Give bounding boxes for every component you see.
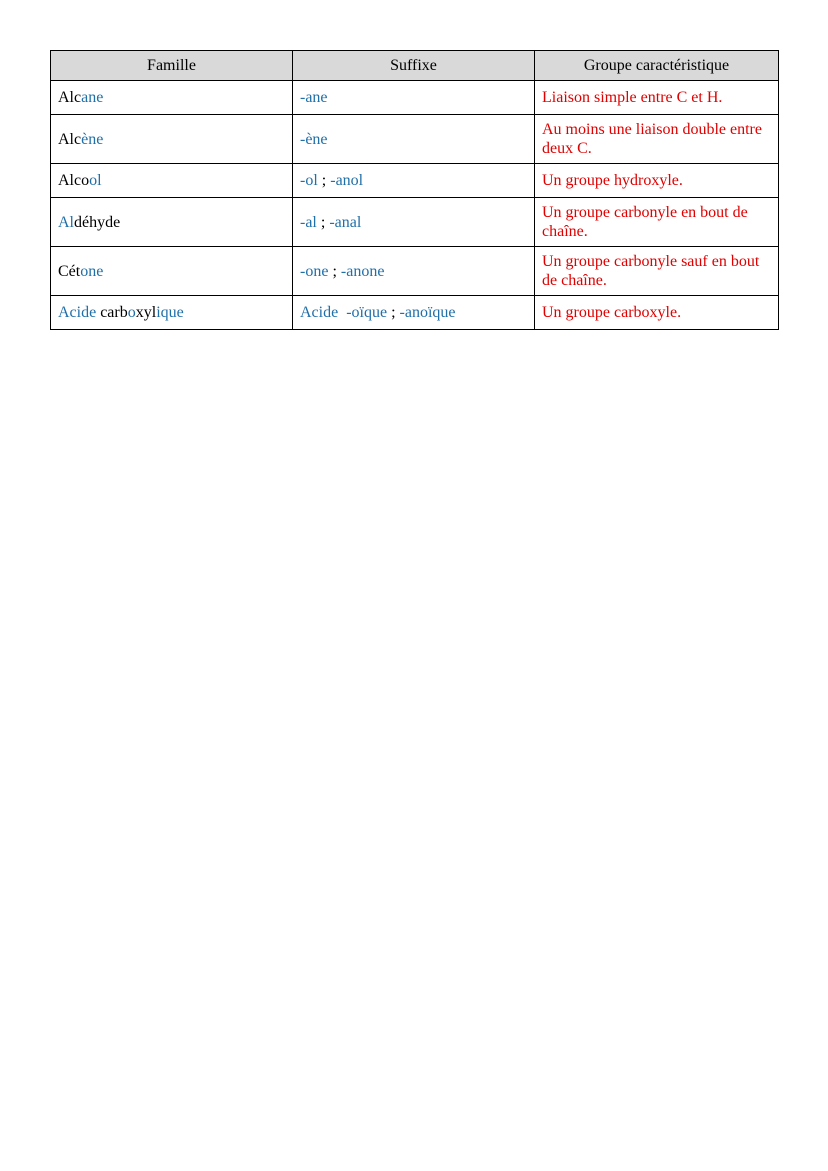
- suffixe-b: -anol: [330, 172, 364, 189]
- cell-suffixe: [293, 198, 535, 247]
- famille-carb: carb: [96, 304, 128, 321]
- famille-stem: Alc: [58, 130, 82, 148]
- suffixe-a: Acide -oïque: [300, 304, 388, 321]
- cell-famille: [51, 164, 293, 198]
- cell-groupe: [535, 296, 779, 330]
- suffixe-separator: ;: [317, 172, 331, 189]
- table-header-row: [51, 51, 779, 81]
- famille-ique: ique: [156, 304, 184, 321]
- table-row-aldehyde: [51, 198, 779, 247]
- suffixe-separator: ;: [387, 304, 400, 321]
- cell-groupe: [535, 164, 779, 198]
- table-row-alcane: [51, 81, 779, 115]
- cell-famille: [51, 296, 293, 330]
- suffixe-b: -anoïque: [399, 304, 456, 321]
- cell-famille: [51, 115, 293, 164]
- cell-groupe: [535, 247, 779, 296]
- suffixe-text: -ane: [300, 89, 328, 106]
- table-row-alcool: [51, 164, 779, 198]
- famille-prefix: Al: [58, 213, 74, 231]
- groupe-text: Liaison simple entre C et H.: [542, 89, 723, 106]
- groupe-text: Un groupe carbonyle sauf en bout de chaîne.: [542, 253, 760, 289]
- suffixe-a: -ol: [300, 172, 318, 189]
- cell-famille: [51, 81, 293, 115]
- cell-famille: [51, 247, 293, 296]
- cell-suffixe: [293, 81, 535, 115]
- famille-stem: Alc: [58, 89, 82, 106]
- cell-suffixe: [293, 115, 535, 164]
- famille-acide: Acide: [58, 304, 97, 321]
- suffixe-separator: ;: [316, 213, 330, 231]
- suffixe-text: -ène: [300, 130, 328, 148]
- famille-ending: one: [80, 262, 104, 280]
- famille-xyl: xyl: [135, 304, 157, 321]
- famille-ending: ène: [81, 130, 104, 148]
- cell-groupe: [535, 81, 779, 115]
- famille-stem: Cét: [58, 262, 81, 280]
- cell-suffixe: [293, 164, 535, 198]
- table-row-cetone: [51, 247, 779, 296]
- cell-suffixe: [293, 247, 535, 296]
- groupe-text: Un groupe carbonyle en bout de chaîne.: [542, 204, 748, 240]
- groupe-text: Un groupe hydroxyle.: [542, 172, 683, 189]
- header-famille: Famille: [51, 51, 293, 81]
- cell-famille: [51, 198, 293, 247]
- famille-rest: déhyde: [74, 213, 121, 231]
- groupe-text: Un groupe carboxyle.: [542, 304, 682, 321]
- groupe-text: Au moins une liaison double entre deux C.: [542, 121, 762, 157]
- cell-groupe: [535, 198, 779, 247]
- table-row-acide-carboxylique: [51, 296, 779, 330]
- table-row-alcene: [51, 115, 779, 164]
- organic-families-table: [50, 50, 779, 330]
- famille-ending: ol: [89, 172, 102, 189]
- suffixe-b: -anone: [340, 262, 385, 280]
- header-suffixe: Suffixe: [293, 51, 535, 81]
- suffixe-a: -al: [300, 213, 317, 231]
- suffixe-a: -one: [300, 262, 329, 280]
- suffixe-separator: ;: [328, 262, 341, 280]
- famille-o: o: [127, 304, 136, 321]
- famille-stem: Alco: [58, 172, 90, 189]
- cell-groupe: [535, 115, 779, 164]
- famille-ending: ane: [81, 89, 104, 106]
- cell-suffixe: [293, 296, 535, 330]
- suffixe-b: -anal: [329, 213, 362, 231]
- header-groupe: Groupe caractéristique: [535, 51, 779, 81]
